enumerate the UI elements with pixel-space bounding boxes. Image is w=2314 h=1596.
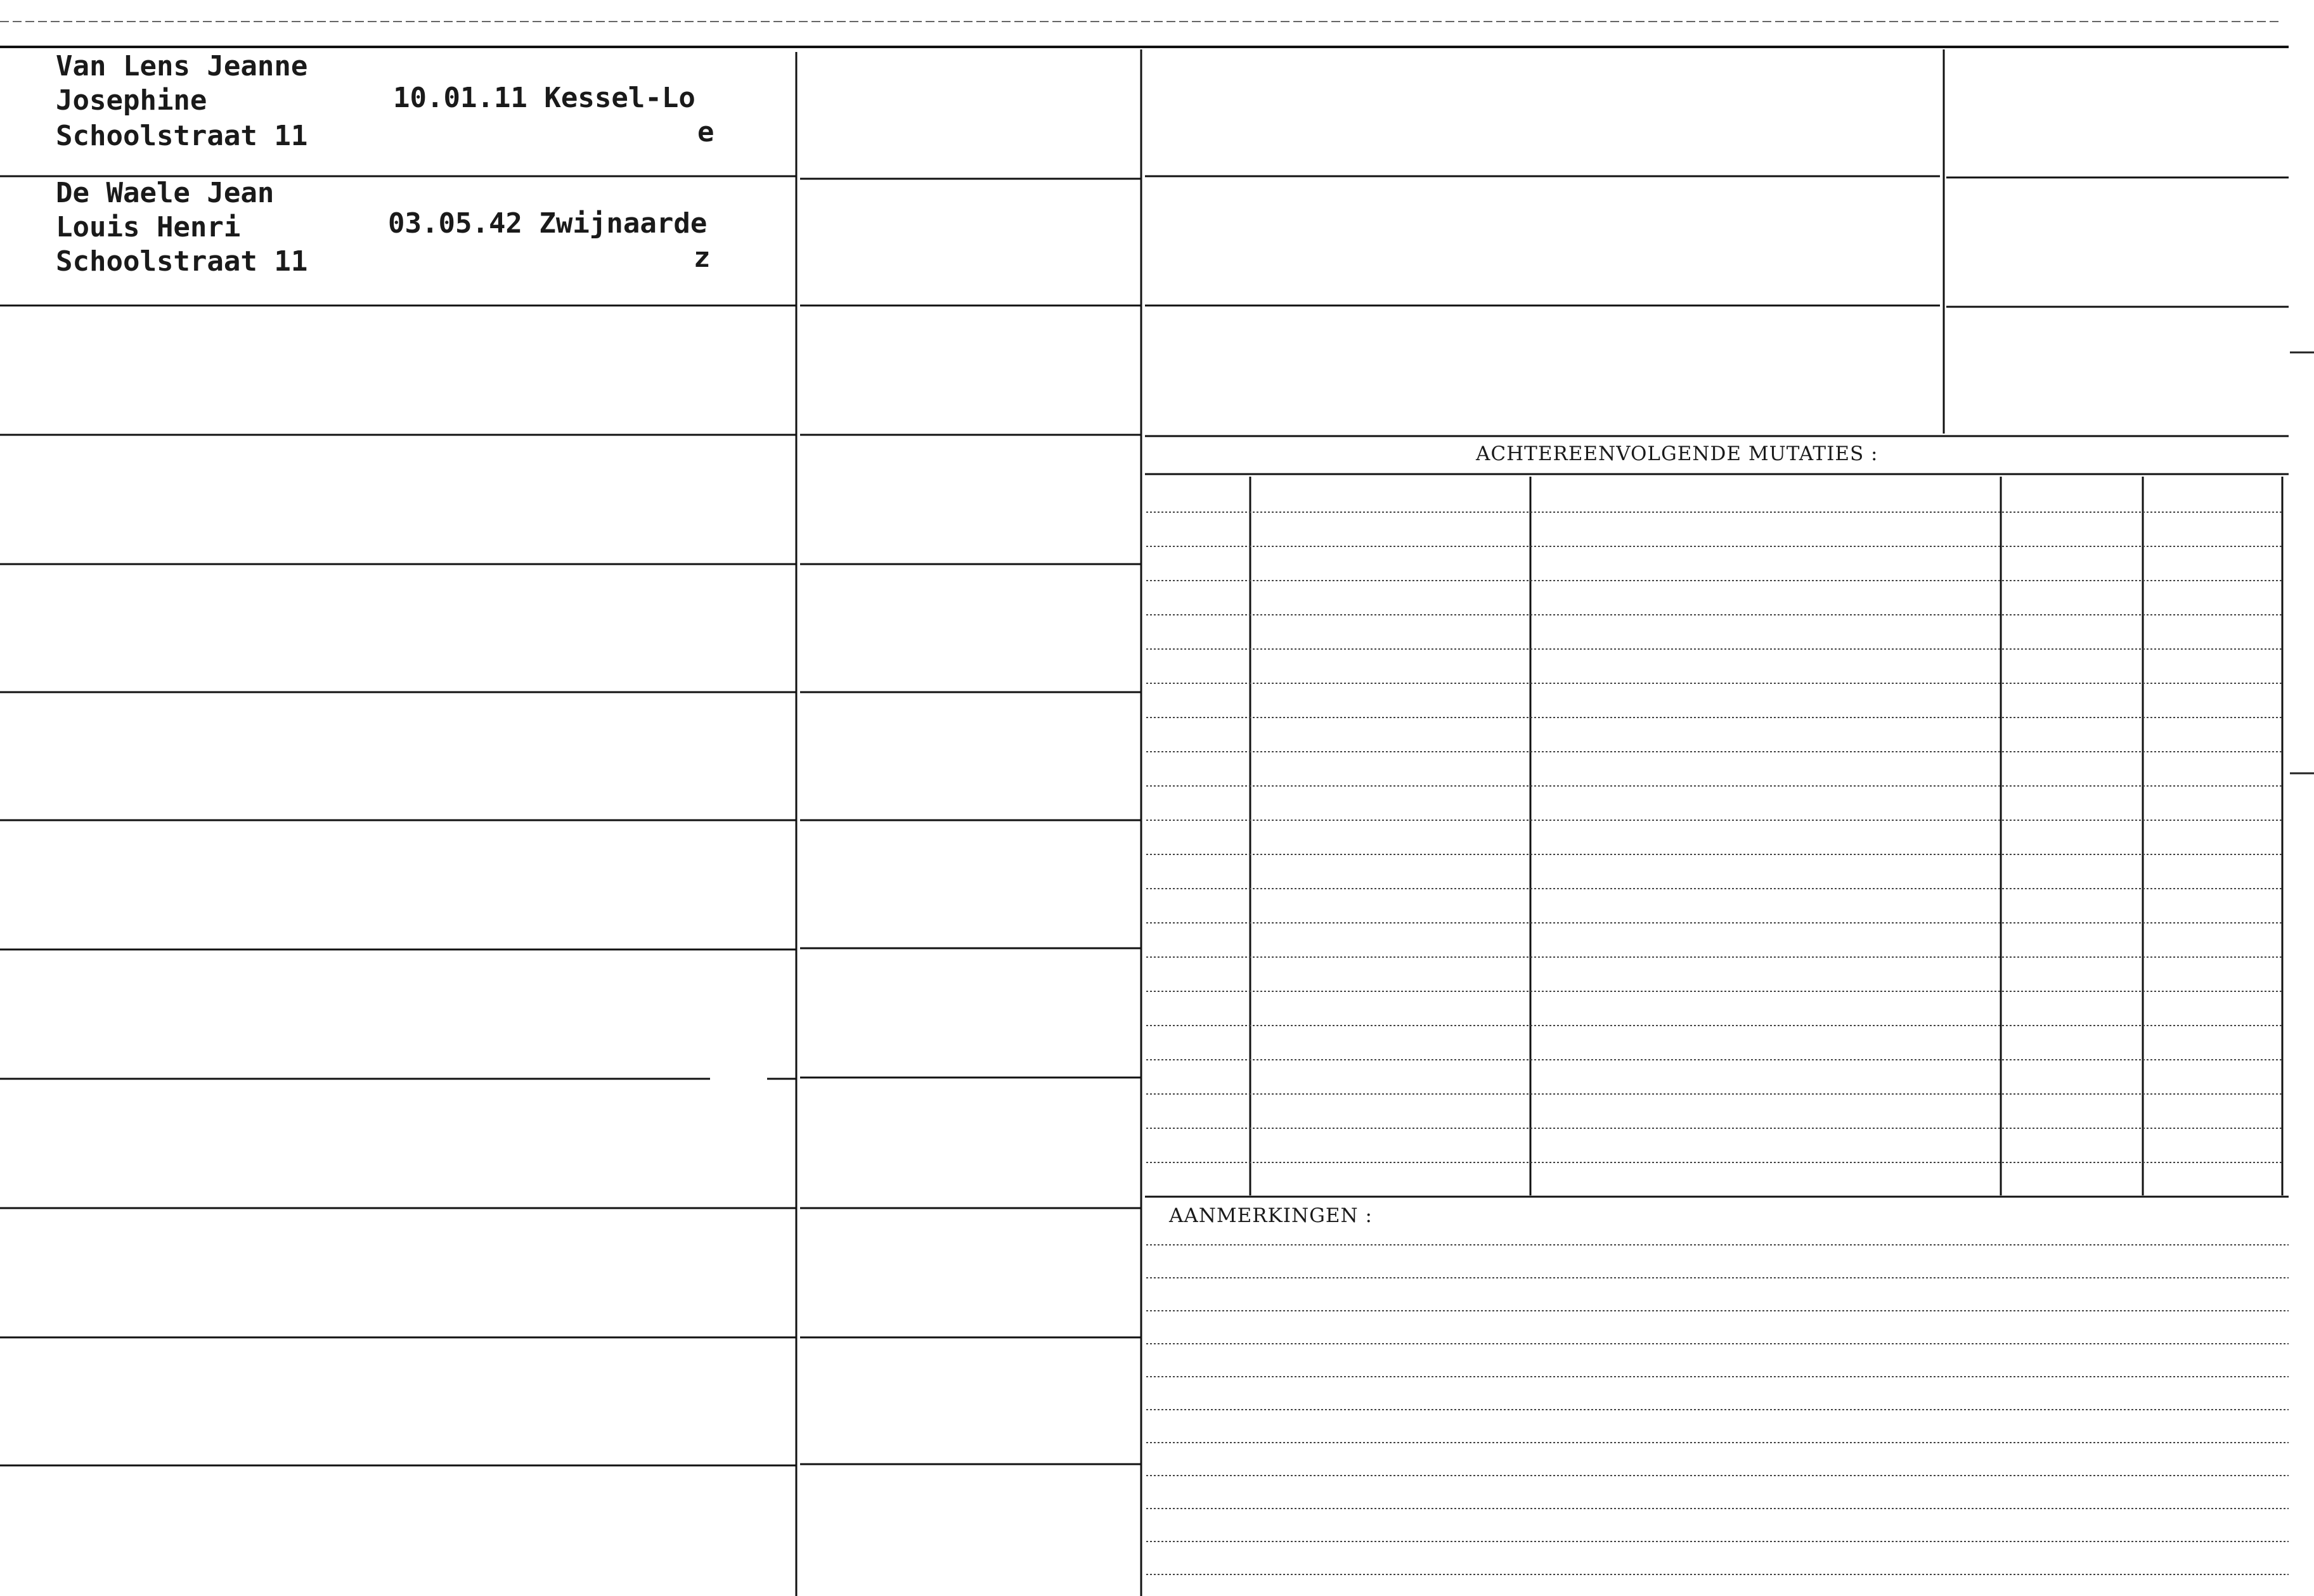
record-2-relation: z bbox=[694, 241, 711, 274]
record-2-birth: 03.05.42 Zwijnaarde bbox=[388, 207, 708, 240]
mutations-table-rows bbox=[1146, 512, 2282, 1162]
record-1-name-line-2: Josephine bbox=[56, 84, 207, 117]
margin-ticks bbox=[2290, 352, 2314, 773]
mutations-title: ACHTEREENVOLGENDE MUTATIES : bbox=[1476, 442, 1878, 465]
remarks-rows bbox=[1146, 1245, 2289, 1574]
record-2-address: Schoolstraat 11 bbox=[56, 245, 308, 278]
left-grid bbox=[0, 49, 2289, 1596]
remarks-title: AANMERKINGEN : bbox=[1169, 1204, 1373, 1227]
record-2-name-line-2: Louis Henri bbox=[56, 211, 241, 243]
record-1-address: Schoolstraat 11 bbox=[56, 120, 308, 152]
mutations-table-frame bbox=[1145, 474, 2289, 1197]
record-2-name-line-1: De Waele Jean bbox=[56, 177, 275, 209]
record-1-name-line-1: Van Lens Jeanne bbox=[56, 50, 308, 82]
record-1-relation: e bbox=[697, 116, 714, 148]
record-1-birth: 10.01.11 Kessel-Lo bbox=[393, 82, 695, 114]
